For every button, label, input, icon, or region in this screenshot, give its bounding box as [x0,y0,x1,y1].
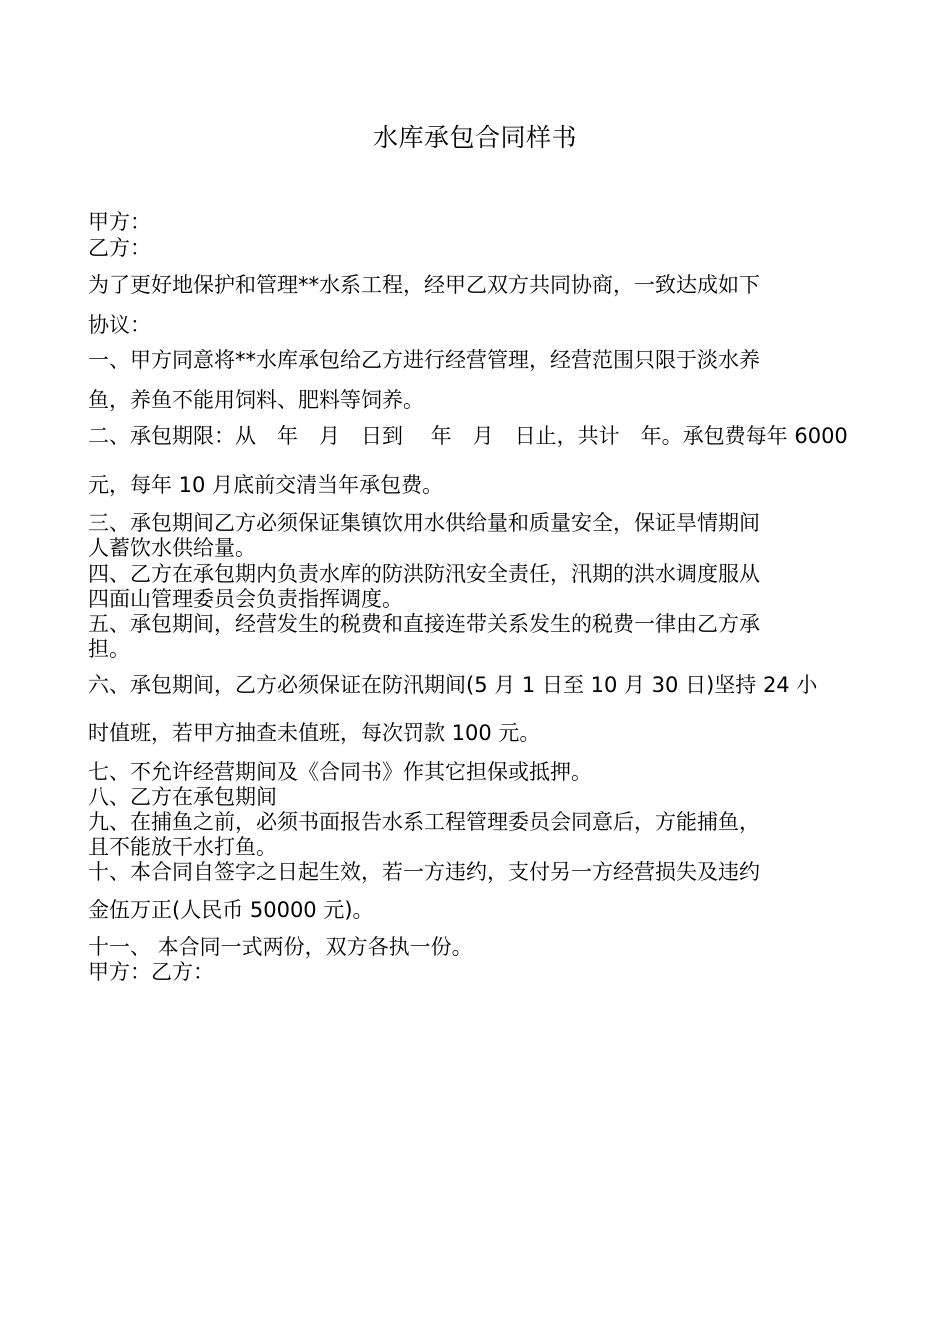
preamble-line-2: 协议： [88,313,151,337]
clause-1-line-1: 一、甲方同意将**水库承包给乙方进行经营管理，经营范围只限于淡水养 [88,348,760,372]
clause-6-line-2: 时值班，若甲方抽查未值班，每次罚款 100 元。 [88,721,541,745]
clause-7-line: 七、不允许经营期间及《合同书》作其它担保或抵押。 [88,760,592,784]
clause-2-line-2: 元，每年 10 月底前交清当年承包费。 [88,473,444,497]
clause-10-line-2: 金伍万正(人民币 50000 元)。 [88,898,374,922]
document-title: 水库承包合同样书 [372,123,577,152]
clause-5-line-2: 担。 [88,637,130,661]
clause-3-line-1: 三、承包期间乙方必须保证集镇饮用水供给量和质量安全，保证旱情期间 [88,511,760,535]
party-a-line: 甲方： [88,210,151,234]
clause-10-line-1: 十、本合同自签字之日起生效，若一方违约，支付另一方经营损失及违约 [88,860,760,884]
clause-8-line: 八、乙方在承包期间 [88,785,277,809]
signature-line: 甲方：乙方： [88,960,214,984]
clause-1-line-2: 鱼，养鱼不能用饲料、肥料等饲养。 [88,388,424,412]
clause-9-line-2: 且不能放干水打鱼。 [88,835,277,859]
clause-4-line-1: 四、乙方在承包期内负责水库的防洪防汛安全责任，汛期的洪水调度服从 [88,562,760,586]
clause-5-line-1: 五、承包期间，经营发生的税费和直接连带关系发生的税费一律由乙方承 [88,612,760,636]
party-b-line: 乙方： [88,236,151,260]
clause-3-line-2: 人蓄饮水供给量。 [88,536,256,560]
clause-6-line-1: 六、承包期间，乙方必须保证在防汛期间(5 月 1 日至 10 月 30 日)坚持 24 小 [88,673,818,697]
clause-11-line: 十一、 本合同一式两份，双方各执一份。 [88,935,473,959]
clause-2-line-1: 二、承包期限：从 年 月 日到 年 月 日止，共计 年。承包费每年 6000 [88,424,848,448]
clause-4-line-2: 四面山管理委员会负责指挥调度。 [88,587,403,611]
preamble-line-1: 为了更好地保护和管理**水系工程，经甲乙双方共同协商，一致达成如下 [88,273,760,297]
clause-9-line-1: 九、在捕鱼之前，必须书面报告水系工程管理委员会同意后，方能捕鱼， [88,810,760,834]
